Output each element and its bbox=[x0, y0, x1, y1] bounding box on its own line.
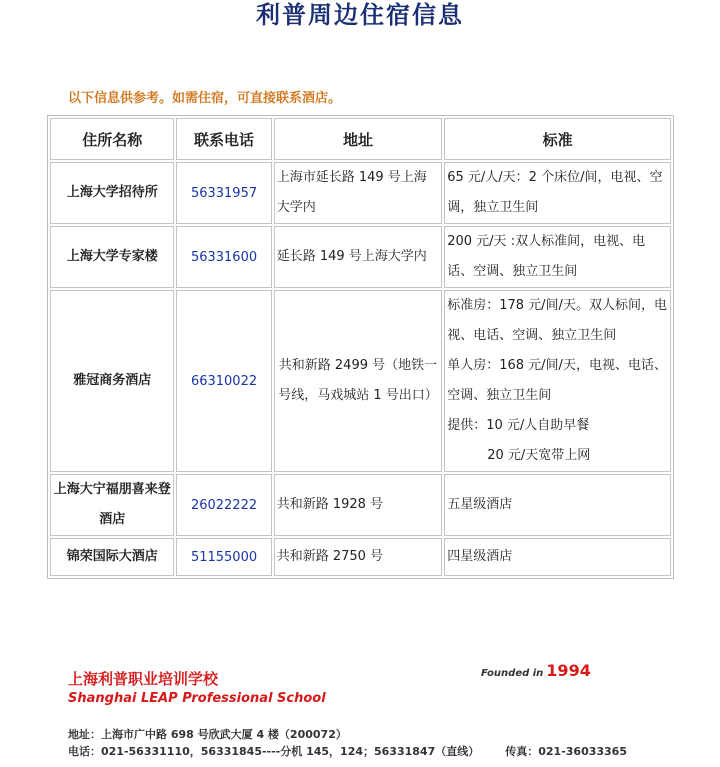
accommodation-table bbox=[47, 115, 674, 579]
hotel-address: 共和新路 1928 号 bbox=[274, 474, 443, 536]
hotel-address: 共和新路 2499 号（地铁一号线，马戏城站 1 号出口） bbox=[274, 290, 443, 472]
standard-line: 单人房：168 元/间/天，电视、电话、空调、独立卫生间 bbox=[447, 358, 667, 403]
table-row bbox=[50, 162, 671, 224]
hotel-name: 上海大宁福朋喜来登酒店 bbox=[50, 474, 174, 536]
school-name-cn: 上海利普职业培训学校 bbox=[68, 670, 219, 688]
hotel-standard: 65 元/人/天：2 个床位/间，电视、空调，独立卫生间 bbox=[444, 162, 671, 224]
hotel-phone[interactable]: 51155000 bbox=[176, 538, 271, 576]
hotel-name: 雅冠商务酒店 bbox=[50, 290, 174, 472]
hotel-standard bbox=[444, 290, 671, 472]
table-row bbox=[50, 538, 671, 576]
founded-badge bbox=[481, 661, 591, 680]
standard-line: 标准房：178 元/间/天。双人标间，电视、电话、空调、独立卫生间 bbox=[447, 298, 667, 343]
page-title: 利普周边住宿信息 bbox=[256, 1, 464, 29]
school-fax: 传真：021-36033365 bbox=[505, 745, 627, 758]
standard-line: 20 元/天宽带上网 bbox=[487, 448, 591, 463]
table-header-row bbox=[50, 118, 671, 160]
hotel-name: 上海大学招待所 bbox=[50, 162, 174, 224]
info-note: 以下信息供参考。如需住宿，可直接联系酒店。 bbox=[68, 91, 342, 106]
founded-label: Founded in bbox=[481, 668, 544, 679]
hotel-phone[interactable]: 56331600 bbox=[176, 226, 271, 288]
hotel-standard: 四星级酒店 bbox=[444, 538, 671, 576]
founded-year: 1994 bbox=[546, 661, 591, 680]
table-row bbox=[50, 474, 671, 536]
hotel-phone[interactable]: 66310022 bbox=[176, 290, 271, 472]
contact-line bbox=[68, 743, 627, 759]
hotel-address: 共和新路 2750 号 bbox=[274, 538, 443, 576]
standard-line: 提供：10 元/人自助早餐 bbox=[447, 418, 590, 433]
header-name: 住所名称 bbox=[50, 118, 174, 160]
table-row bbox=[50, 290, 671, 472]
header-address: 地址 bbox=[274, 118, 443, 160]
header-phone: 联系电话 bbox=[176, 118, 271, 160]
school-name-en: Shanghai LEAP Professional School bbox=[68, 691, 326, 706]
hotel-standard: 200 元/天 :双人标准间，电视、电话、空调、独立卫生间 bbox=[444, 226, 671, 288]
hotel-phone[interactable]: 26022222 bbox=[176, 474, 271, 536]
hotel-address: 上海市延长路 149 号上海大学内 bbox=[274, 162, 443, 224]
hotel-phone[interactable]: 56331957 bbox=[176, 162, 271, 224]
header-standard: 标准 bbox=[444, 118, 671, 160]
school-address: 地址：上海市广中路 698 号欣武大厦 4 楼（200072） bbox=[68, 728, 347, 741]
hotel-name: 锦荣国际大酒店 bbox=[50, 538, 174, 576]
hotel-standard: 五星级酒店 bbox=[444, 474, 671, 536]
table-row bbox=[50, 226, 671, 288]
hotel-address: 延长路 149 号上海大学内 bbox=[274, 226, 443, 288]
school-phone: 电话：021-56331110，56331845----分机 145，124；56331847（直线） bbox=[68, 745, 480, 758]
hotel-name: 上海大学专家楼 bbox=[50, 226, 174, 288]
